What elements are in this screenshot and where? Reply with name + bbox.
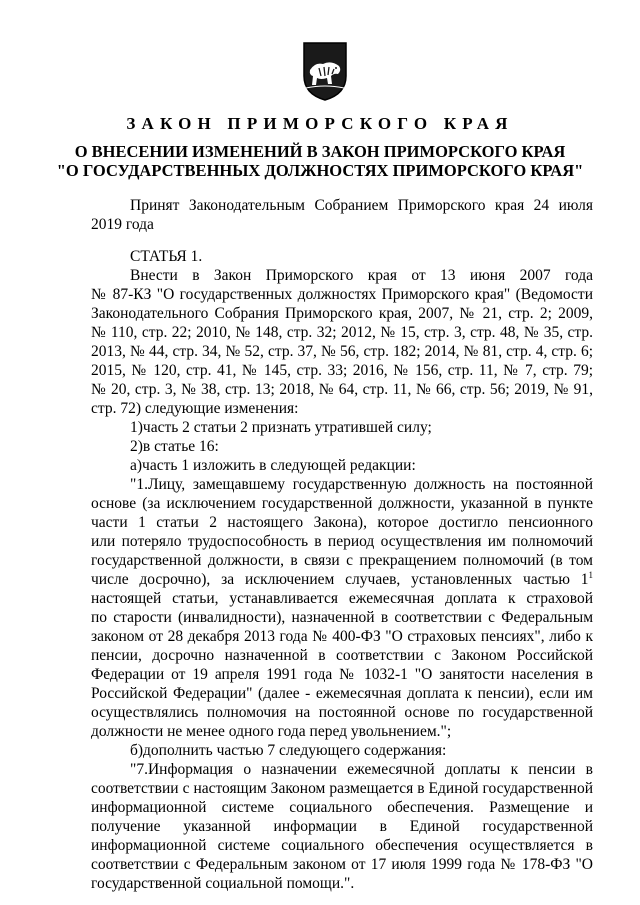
amendment-item-b: б)дополнить частью 7 следующего содержания: [130, 742, 447, 759]
quote-line: соответствии с настоящим Законом размещается в Единой государственной [91, 780, 593, 797]
adopted-paragraph [91, 196, 593, 234]
quote-line: должности не менее одного года перед увольнением."; [91, 723, 452, 740]
article-line: № 110, стр. 22; 2010, № 148, стр. 32; 2012, № 15, стр. 3, стр. 48, № 35, стр. [91, 324, 593, 341]
adopted-line: 2019 года [91, 216, 154, 233]
amendment-item-1: 1)часть 2 статьи 2 признать утратившей силу; [130, 419, 432, 436]
article-line: стр. 72) следующие изменения: [91, 400, 299, 417]
quote-line: государственной должности, в связи с прекращением полномочий (в том [91, 552, 593, 569]
amendment-item-a: а)часть 1 изложить в следующей редакции: [130, 457, 416, 474]
article-line: № 20, стр. 3, № 38, стр. 13; 2018, № 64, стр. 11, № 66, стр. 56; 2019, № 91, [91, 381, 593, 398]
quote-line: соответствии с Федеральным законом от 17 июля 1999 года № 178-ФЗ "О [91, 856, 593, 873]
superscript: 1 [588, 570, 593, 580]
article-heading: СТАТЬЯ 1. [130, 248, 203, 265]
quote-line: настоящей статьи, устанавливается ежемесячная доплата к страховой [91, 590, 593, 607]
quote-line: "1.Лицу, замещавшему государственную должность на постоянной [130, 476, 593, 493]
law-subtitle-line1: О ВНЕСЕНИИ ИЗМЕНЕНИЙ В ЗАКОН ПРИМОРСКОГО КРАЯ [74, 142, 566, 161]
article-line: 2015, № 120, стр. 41, № 145, стр. 33; 2016, № 156, стр. 11, № 7, стр. 79; [91, 362, 593, 379]
quote-line: государственной социальной помощи.". [91, 875, 355, 892]
quote-line: или потеряло трудоспособность в период осуществления им полномочий [91, 533, 593, 550]
quote-line: получение указанной информации в Единой государственной [91, 818, 593, 835]
adopted-line: Принят Законодательным Собранием Приморского края 24 июля [130, 197, 593, 214]
quote-line: пенсии, досрочно назначенной в соответствии с Законом Российской [91, 647, 593, 664]
quote-line: "7.Информация о назначении ежемесячной доплаты к пенсии в [130, 761, 593, 778]
article-line: № 87-КЗ "О государственных должностях Приморского края" (Ведомости [91, 286, 593, 303]
article-line: Внести в Закон Приморского края от 13 июня 2007 года [130, 267, 593, 284]
coat-of-arms-icon [301, 40, 349, 102]
article-body [91, 247, 593, 893]
quote-line: информационной системе социального обеспечения осуществляется в [91, 837, 593, 854]
quote-line: основе (за исключением государственной должности, указанной в пункте [91, 495, 593, 512]
amendment-item-2: 2)в статье 16: [130, 438, 219, 455]
quote-line: законом от 28 декабря 2013 года № 400-ФЗ "О страховых пенсиях", либо к [91, 628, 593, 645]
quote-line: части 1 статьи 2 настоящего Закона), которое достигло пенсионного [91, 514, 593, 531]
law-title: ЗАКОН ПРИМОРСКОГО КРАЯ [126, 114, 514, 133]
quote-line: по старости (инвалидности), назначенной в соответствии с Федеральным [91, 609, 593, 626]
article-line: Законодательного Собрания Приморского края, 2007, № 21, стр. 2; 2009, [91, 305, 593, 322]
quote-line: информационной системе социального обеспечения. Размещение и [91, 799, 593, 816]
quote-line: Федерации от 19 апреля 1991 года № 1032-1 "О занятости населения в [91, 666, 593, 683]
quote-line-with-superscript [91, 570, 593, 589]
law-subtitle-line2: "О ГОСУДАРСТВЕННЫХ ДОЛЖНОСТЯХ ПРИМОРСКОГО КРАЯ" [56, 161, 584, 180]
quote-line-text: числе досрочно), за исключением случаев, установленных частью 1 [91, 571, 589, 588]
article-line: 2013, № 44, стр. 34, № 52, стр. 37, № 56, стр. 182; 2014, № 81, стр. 4, стр. 6; [91, 343, 593, 360]
quote-line: Российской Федерации" (далее - ежемесячная доплата к пенсии), если им [91, 685, 593, 702]
quote-line: осуществлялись полномочия на постоянной основе по государственной [91, 704, 593, 721]
